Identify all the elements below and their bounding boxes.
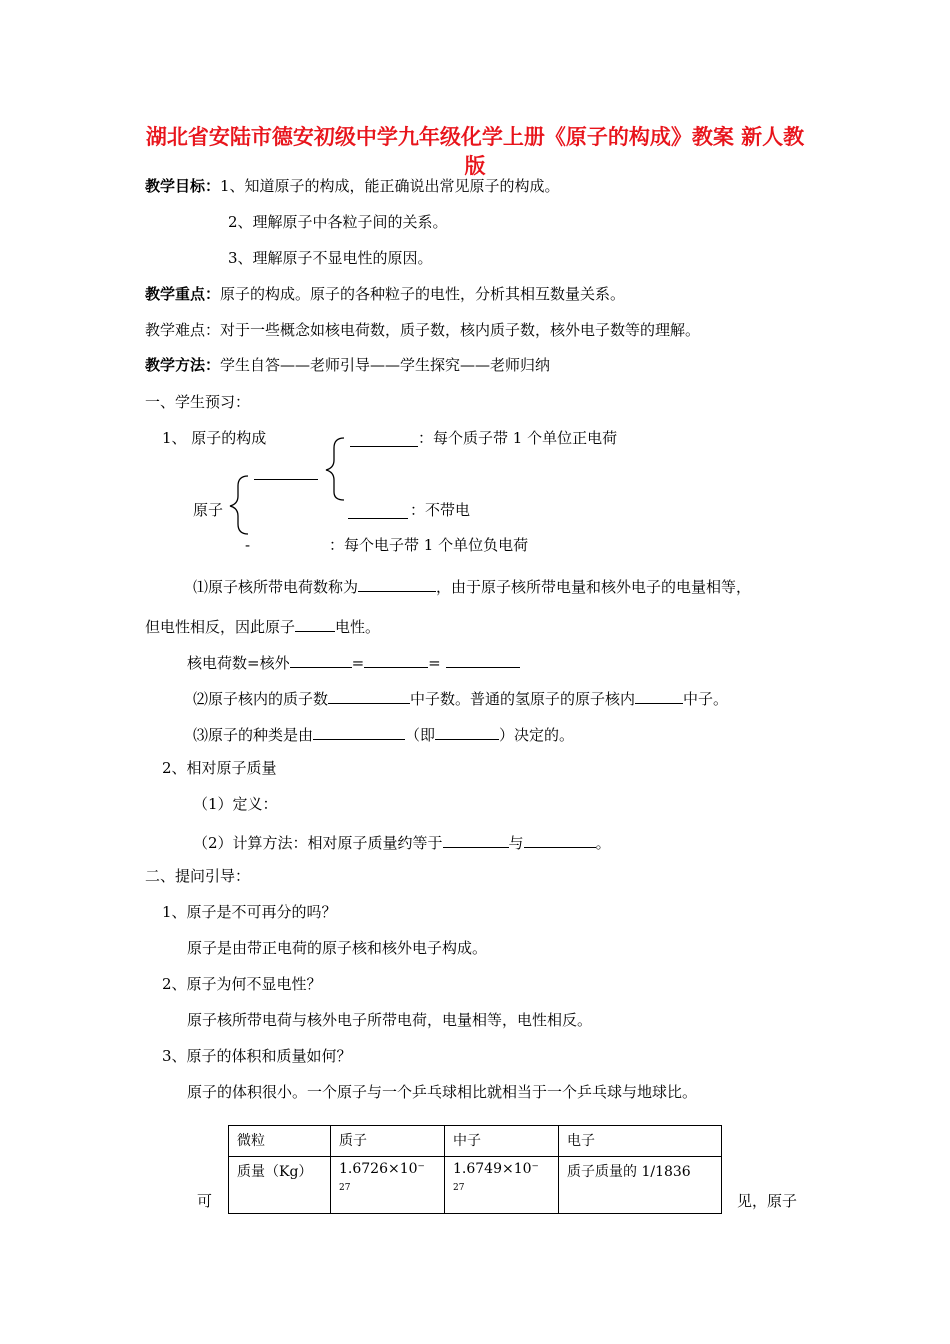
goals-line-1 [145, 179, 560, 194]
proton-blank [350, 446, 418, 447]
focus-text: 原子的构成。原子的各种粒子的电性，分析其相互数量关系。 [220, 285, 626, 303]
neutron-exponent: 27 [453, 1183, 465, 1193]
definition-line: （1）定义： [193, 795, 278, 813]
proton-mass: 1.6726×10⁻ [339, 1161, 425, 1177]
electron-note: ：每个电子带 1 个单位负电荷 [329, 536, 529, 554]
item2-label: 2、相对原子质量 [162, 759, 277, 777]
q3-blank-2 [435, 725, 499, 740]
answer-2: 原子核所带电荷与核外电子所带电荷，电量相等，电性相反。 [187, 1011, 593, 1029]
q1-blank [358, 577, 436, 592]
atom-label: 原子 [193, 501, 224, 519]
q3-blank-1 [313, 725, 405, 740]
q2-text-c: 中子。 [683, 690, 729, 708]
proton-mass-cell [331, 1157, 445, 1214]
calc-blank-2 [524, 833, 596, 848]
q1-text-d: 电性。 [335, 618, 381, 636]
proton-note: ：每个质子带 1 个单位正电荷 [418, 429, 618, 447]
focus-line [145, 287, 625, 302]
neutron-note: ：不带电 [410, 501, 471, 519]
neutron-mass: 1.6749×10⁻ [453, 1161, 539, 1177]
eq-blank-2 [364, 653, 428, 668]
q2-text-a: ⑵原子核内的质子数 [193, 690, 329, 708]
proton-exponent: 27 [339, 1183, 351, 1193]
row-label: 质量（Kg） [229, 1157, 331, 1214]
section1-heading: 一、学生预习： [145, 393, 251, 411]
eq-text-a: 核电荷数=核外 [187, 654, 290, 672]
method-line [145, 358, 550, 373]
q1-text-a: ⑴原子核所带电荷数称为 [193, 578, 359, 596]
goal-2: 2、理解原子中各粒子间的关系。 [228, 213, 448, 231]
calc-text-a: （2）计算方法：相对原子质量约等于 [193, 834, 443, 852]
calc-line [193, 833, 611, 851]
q3-line [193, 725, 574, 743]
q2-blank-1 [328, 689, 410, 704]
question-2: 2、原子为何不显电性？ [162, 975, 322, 993]
eq-text-b: = [351, 654, 365, 672]
header-proton: 质子 [331, 1126, 445, 1157]
q3-text-c: ）决定的。 [499, 726, 575, 744]
q1-text-b: ，由于原子核所带电量和核外电子的电量相等， [436, 578, 752, 596]
table-header-row [229, 1126, 722, 1157]
question-1: 1、原子是不可再分的吗？ [162, 903, 337, 921]
item1-label: 1、 原子的构成 [162, 429, 267, 447]
q3-text-a: ⑶原子的种类是由 [193, 726, 314, 744]
q1-text-c: 但电性相反，因此原子 [145, 618, 296, 636]
q2-text-b: 中子数。普通的氢原子的原子核内 [410, 690, 636, 708]
question-3: 3、原子的体积和质量如何？ [162, 1047, 352, 1065]
q3-text-b: （即 [405, 726, 436, 744]
tail-right-text: 见，原子 [737, 1192, 798, 1210]
goals-label: 教学目标： [145, 177, 221, 195]
section2-heading: 二、提问引导： [145, 867, 251, 885]
method-label: 教学方法： [145, 356, 221, 374]
electron-dash: - [245, 536, 251, 554]
q2-blank-2 [635, 689, 683, 704]
eq-text-c: = [428, 654, 441, 672]
answer-3: 原子的体积很小。一个原子与一个乒乓球相比就相当于一个乒乓球与地球比。 [187, 1083, 698, 1101]
particle-mass-table [228, 1125, 722, 1214]
method-text: 学生自答——老师引导——学生探究——老师归纳 [220, 356, 551, 374]
atom-structure-braces [226, 436, 356, 536]
eq-blank-3 [446, 653, 520, 668]
neutron-blank [348, 518, 408, 519]
calc-text-c: 。 [595, 834, 611, 852]
header-electron: 电子 [559, 1126, 722, 1157]
q1-line [193, 577, 751, 595]
q1-blank-2 [295, 617, 335, 632]
eq-blank-1 [290, 653, 352, 668]
focus-label: 教学重点： [145, 285, 221, 303]
nucleus-blank [254, 479, 318, 480]
q2-line [193, 689, 728, 707]
calc-text-b: 与 [508, 834, 524, 852]
document-title: 湖北省安陆市德安初级中学九年级化学上册《原子的构成》教案 新人教版 [145, 125, 805, 178]
table-row [229, 1157, 722, 1214]
header-neutron: 中子 [445, 1126, 559, 1157]
neutron-mass-cell [445, 1157, 559, 1214]
nucleus-brace [326, 438, 344, 500]
goal-1: 1、知道原子的构成，能正确说出常见原子的构成。 [220, 177, 560, 195]
answer-1: 原子是由带正电荷的原子核和核外电子构成。 [187, 939, 488, 957]
electron-mass-cell: 质子质量的 1/1836 [559, 1157, 722, 1214]
difficulty-line: 教学难点：对于一些概念如核电荷数，质子数，核内质子数，核外电子数等的理解。 [145, 321, 701, 339]
goal-3: 3、理解原子不显电性的原因。 [228, 249, 433, 267]
q1-cont-line [145, 617, 380, 635]
header-particle: 微粒 [229, 1126, 331, 1157]
equation-line [187, 653, 520, 671]
calc-blank-1 [443, 833, 509, 848]
tail-left-text: 可 [197, 1192, 213, 1210]
atom-brace [230, 476, 248, 534]
